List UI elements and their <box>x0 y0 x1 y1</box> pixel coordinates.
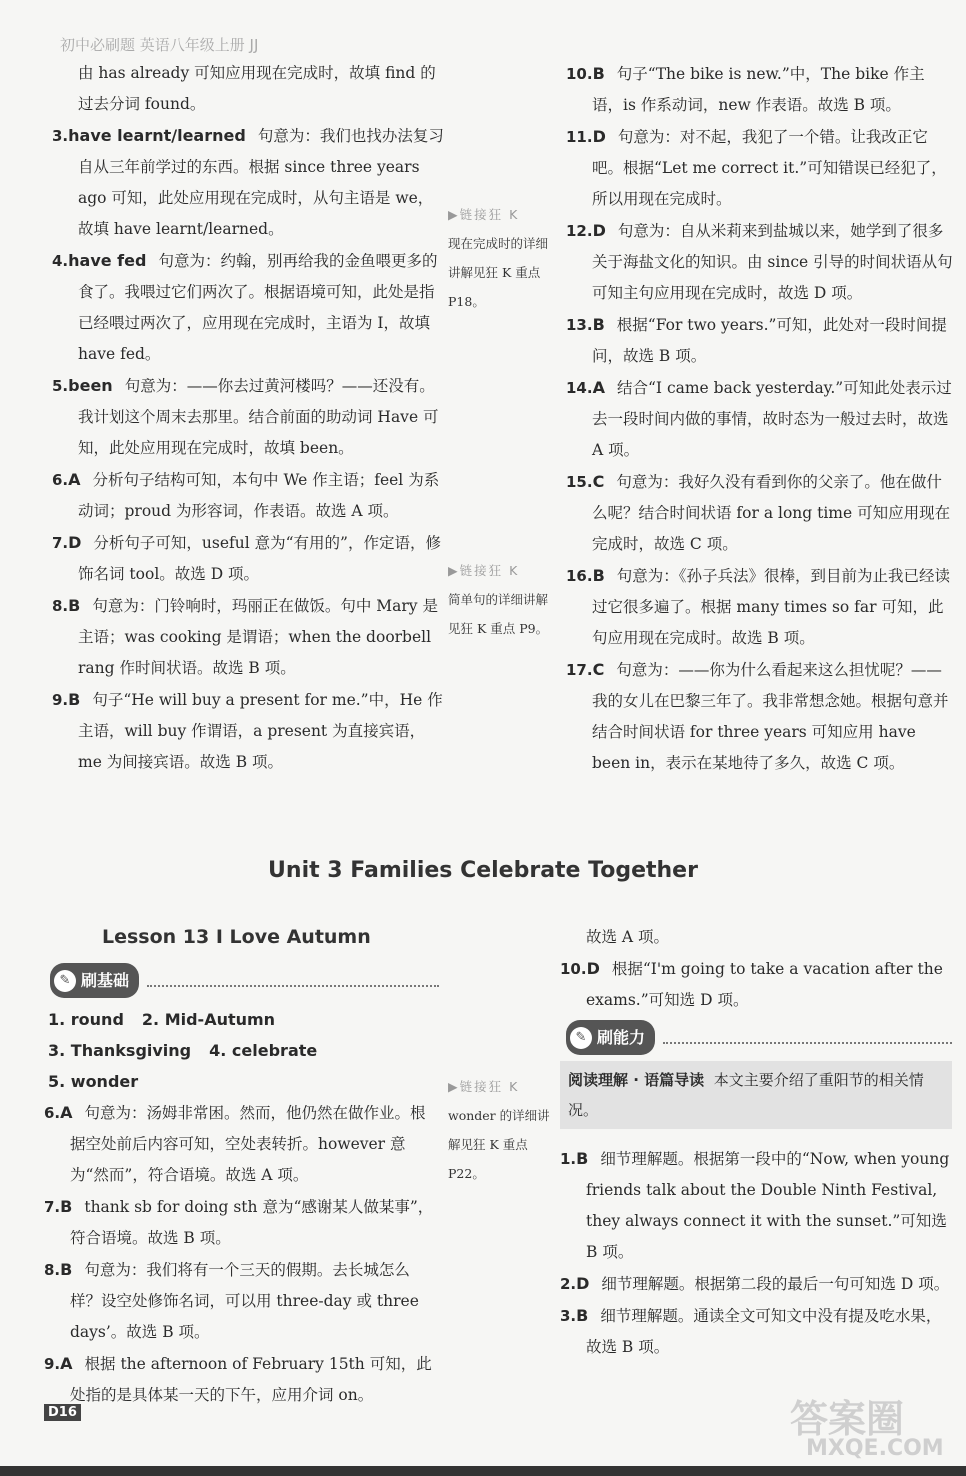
item-explanation: 句意为：《孙子兵法》很棒，到目前为止我已经读过它很多遍了。根据 many times so far 可知，此句应用现在完成时。故选 B 项。 <box>592 567 951 647</box>
item-answer: have learnt/learned <box>68 126 246 145</box>
reading-items <box>560 1143 952 1363</box>
item-number: 8. <box>52 597 69 615</box>
item-number: 7. <box>52 534 69 552</box>
answer-item <box>560 1268 952 1300</box>
item-answer: B <box>68 596 81 615</box>
item-answer: B <box>60 1197 73 1216</box>
answer-item <box>566 58 954 121</box>
item-answer: A <box>68 470 81 489</box>
section-label: 刷能力 <box>597 1028 646 1047</box>
continuation-text: 故选 A 项。 <box>586 928 670 946</box>
item-explanation: 句子“The bike is new.”中，The bike 作主语，is 作系动词，new 作表语。故选 B 项。 <box>592 65 925 114</box>
left-bottom-items <box>44 1097 439 1411</box>
answer-item <box>566 215 954 309</box>
item-explanation: 根据 the afternoon of February 15th 可知，此处指的是具体某一天的下午，应用介词 on。 <box>70 1355 432 1404</box>
bottom-bar <box>0 1466 966 1476</box>
answer-item <box>52 590 447 684</box>
answer: 4. celebrate <box>209 1041 318 1060</box>
item-explanation: 句意为：我们也找办法复习自从三年前学过的东西。根据 since three years ago 可知，此处应用现在完成时，从句主语是 we，故填 have learnt/learned。 <box>78 127 444 238</box>
answer-item <box>566 121 954 215</box>
item-explanation: 句意为：对不起，我犯了一个错。让我改正它吧。根据“Let me correct it.”可知错误已经犯了，所以用现在完成时。 <box>592 128 947 208</box>
item-answer: A <box>60 1103 73 1122</box>
answer-item <box>44 1191 439 1254</box>
item-number: 3. <box>560 1307 577 1325</box>
answer-item <box>566 466 954 560</box>
answer-item <box>52 527 447 590</box>
item-number: 7. <box>44 1198 61 1216</box>
item-answer: D <box>592 221 606 240</box>
item-number: 1. <box>560 1150 577 1168</box>
watermark-url: MXQE.COM <box>806 1436 944 1461</box>
answer-item <box>560 1143 952 1268</box>
item-answer: C <box>592 660 605 679</box>
item-number: 17. <box>566 661 593 679</box>
answer-item <box>52 120 447 245</box>
reading-text: 本文主要介绍了重阳节的相关情况。 <box>568 1071 924 1119</box>
item-explanation: 根据“I'm going to take a vacation after the exams.”可知选 D 项。 <box>586 960 943 1009</box>
item-number: 3. <box>52 127 69 145</box>
item-answer: B <box>60 1260 73 1279</box>
pencil-icon: ✎ <box>570 1027 592 1049</box>
item-number: 13. <box>566 316 593 334</box>
side-note-text: wonder 的详细讲解见狂 K 重点 P22。 <box>448 1108 550 1181</box>
continuation-text: 由 has already 可知应用现在完成时，故填 find 的过去分词 found。 <box>78 64 436 113</box>
side-note-text: 简单句的详细讲解见狂 K 重点 P9。 <box>448 592 549 636</box>
item-explanation: 结合“I came back yesterday.”可知此处表示过去一段时间内做的事情，故时态为一般过去时，故选 A 项。 <box>592 379 952 459</box>
item-explanation: 分析句子结构可知，本句中 We 作主语；feel 为系动词；proud 为形容词，作表语。故选 A 项。 <box>78 471 440 520</box>
item-explanation: 句意为：约翰，别再给我的金鱼喂更多的食了。我喂过它们两次了。根据语境可知，此处是指已经喂过两次了，应用现在完成时，主语为 I，故填 have fed。 <box>78 252 438 363</box>
item-explanation: 句意为：——你去过黄河楼吗？——还没有。我计划这个周末去那里。结合前面的助动词 Have 可知，此处应用现在完成时，故填 been。 <box>78 377 439 457</box>
reading-guide <box>560 1061 952 1129</box>
item-answer: D <box>68 533 82 552</box>
answer-item <box>566 309 954 372</box>
answer-item <box>52 464 447 527</box>
item-number: 4. <box>52 252 69 270</box>
item-answer: B <box>592 64 605 83</box>
item-answer: B <box>576 1306 589 1325</box>
answer-item <box>44 1348 439 1411</box>
item-answer: A <box>592 378 605 397</box>
side-note-3 <box>448 1072 558 1188</box>
side-note-1 <box>448 200 558 316</box>
item-answer: B <box>576 1149 589 1168</box>
answer-item <box>52 370 447 464</box>
item-number: 9. <box>44 1355 61 1373</box>
section-badge <box>50 963 139 998</box>
side-note-2 <box>448 556 558 643</box>
item-number: 11. <box>566 128 593 146</box>
item-number: 10. <box>566 65 593 83</box>
answer: 2. Mid-Autumn <box>141 1010 276 1029</box>
right-column-bottom <box>560 922 952 1363</box>
item-explanation: 句意为：门铃响时，玛丽正在做饭。句中 Mary 是主语；was cooking 是谓语；when the doorbell rang 作时间状语。故选 B 项。 <box>78 597 438 677</box>
item-answer: been <box>68 376 113 395</box>
left-column-top <box>52 58 447 778</box>
item-number: 15. <box>566 473 593 491</box>
answer-item <box>560 1300 952 1363</box>
item-answer: D <box>586 959 600 978</box>
item-number: 6. <box>52 471 69 489</box>
item-number: 12. <box>566 222 593 240</box>
basic-answer-line <box>48 1035 439 1066</box>
lesson-title: Lesson 13 I Love Autumn <box>102 926 371 948</box>
answer-item <box>44 1254 439 1348</box>
answer-item <box>52 245 447 370</box>
item-answer: D <box>592 127 606 146</box>
answer-item <box>566 560 954 654</box>
item-explanation: 句意为：我们将有一个三天的假期。去长城怎么样？设空处修饰名词，可以用 three-day 或 three days’。故选 B 项。 <box>70 1261 419 1341</box>
right-column-top <box>566 58 954 779</box>
item-number: 6. <box>44 1104 61 1122</box>
answer-item <box>44 1097 439 1191</box>
unit-title: Unit 3 Families Celebrate Together <box>268 858 698 883</box>
section-badge <box>566 1020 655 1055</box>
left-column-bottom <box>44 922 439 1411</box>
basic-answer-line <box>48 1004 439 1035</box>
dotted-divider <box>147 975 439 987</box>
answer-item <box>560 953 952 1016</box>
basic-answer-line <box>48 1066 439 1097</box>
item-number: 9. <box>52 691 69 709</box>
section-basic <box>50 963 439 998</box>
answer-item <box>566 372 954 466</box>
side-note-text: 现在完成时的详细讲解见狂 K 重点 P18。 <box>448 236 549 309</box>
item-answer: B <box>592 566 605 585</box>
side-note-tag: ▶链接狂 K <box>448 1079 520 1094</box>
answer-item <box>566 654 954 779</box>
item-explanation: 句意为：——你为什么看起来这么担忧呢？——我的女儿在巴黎三年了。我非常想念她。根据句意并结合时间状语 for three years 可知应用 have been in，表示在某地待了多久，故选 C 项。 <box>592 661 949 772</box>
item-explanation: 根据“For two years.”可知，此处对一段时间提问，故选 B 项。 <box>592 316 947 365</box>
answer: 1. round <box>48 1010 124 1029</box>
item-number: 5. <box>52 377 69 395</box>
section-ability <box>566 1020 952 1055</box>
page-header: 初中必刷题 英语八年级上册 JJ <box>60 36 259 54</box>
section-label: 刷基础 <box>81 971 130 990</box>
item-number: 2. <box>560 1275 577 1293</box>
item-explanation: 句子“He will buy a present for me.”中，He 作主语，will buy 作谓语，a present 为直接宾语，me 为间接宾语。故选 B 项。 <box>78 691 443 771</box>
item-answer: B <box>592 315 605 334</box>
watermark-logo: 答案圈 <box>790 1397 905 1441</box>
answer-item <box>52 684 447 778</box>
answer: 3. Thanksgiving <box>48 1041 192 1060</box>
item-number: 16. <box>566 567 593 585</box>
item-explanation: 句意为：我好久没有看到你的父亲了。他在做什么呢？结合时间状语 for a long time 可知应用现在完成时，故选 C 项。 <box>592 473 951 553</box>
item-answer: C <box>592 472 605 491</box>
item-number: 10. <box>560 960 587 978</box>
reading-label: 阅读理解 · 语篇导读 <box>568 1071 705 1089</box>
answer: 5. wonder <box>48 1072 139 1091</box>
item-answer: A <box>60 1354 73 1373</box>
item-explanation: thank sb for doing sth 意为“感谢某人做某事”，符合语境。故选 B 项。 <box>70 1198 434 1247</box>
side-note-tag: ▶链接狂 K <box>448 563 520 578</box>
item-explanation: 句意为：汤姆非常困。然而，他仍然在做作业。根据空处前后内容可知，空处表转折。however 意为“然而”，符合语境。故选 A 项。 <box>70 1104 426 1184</box>
item-number: 8. <box>44 1261 61 1279</box>
item-answer: have fed <box>68 251 147 270</box>
item-answer: D <box>576 1274 590 1293</box>
right-bottom-items <box>560 953 952 1016</box>
dotted-divider <box>663 1032 952 1044</box>
item-number: 14. <box>566 379 593 397</box>
item-explanation: 句意为：自从米莉来到盐城以来，她学到了很多关于海盐文化的知识。由 since 引导的时间状语从句可知主句应用现在完成时，故选 D 项。 <box>592 222 953 302</box>
item-answer: B <box>68 690 81 709</box>
pencil-icon: ✎ <box>54 970 76 992</box>
side-note-tag: ▶链接狂 K <box>448 207 520 222</box>
item-explanation: 分析句子可知，useful 意为“有用的”，作定语，修饰名词 tool。故选 D 项。 <box>78 534 441 583</box>
page-number: D16 <box>44 1404 81 1421</box>
item-explanation: 细节理解题。通读全文可知文中没有提及吃水果，故选 B 项。 <box>586 1307 942 1356</box>
item-explanation: 细节理解题。根据第二段的最后一句可知选 D 项。 <box>601 1275 950 1293</box>
item-explanation: 细节理解题。根据第一段中的“Now, when young friends talk about the Double Ninth Festival, they always connect it with the sunset.”可知选 B 项。 <box>586 1150 950 1261</box>
